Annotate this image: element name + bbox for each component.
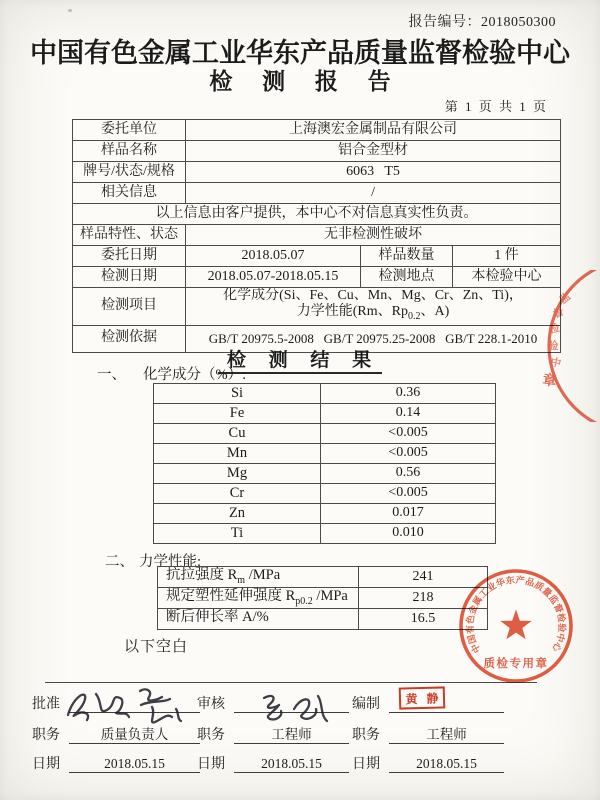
title-label: 职务 [352,728,380,743]
chemical-composition-table [153,383,496,544]
chem-value: 0.017 [321,504,496,524]
compiler-date-row [352,754,504,773]
seal-caption: 质检专用章 [483,658,549,670]
chem-element: Fe [154,404,321,424]
approver-title-value: 质量负责人 [69,726,200,744]
sample-name-label: 样品名称 [73,141,186,162]
chem-value: 0.14 [321,404,496,424]
svg-text:检: 检 [548,322,561,336]
partial-seal-glyphs [548,289,574,370]
related-info-label: 相关信息 [73,183,186,204]
client-label: 委托单位 [73,120,186,141]
mech-label-sub: m [237,574,246,586]
table-row [154,424,496,444]
test-items-line2 [186,304,560,325]
chem-value: <0.005 [321,444,496,464]
report-number-value: 2018050300 [481,15,556,30]
quantity-label: 样品数量 [361,246,453,267]
table-row [73,246,561,267]
table-row [158,567,488,588]
document-subtitle: 检 测 报 告 [209,69,403,94]
test-items-line2-sub: 0.2 [407,310,421,322]
compiler-title-value: 工程师 [389,726,504,744]
seal-star-icon [500,610,531,640]
quantity-value: 1 件 [453,246,561,267]
partial-seal-stamp [537,270,600,422]
compiler-name-stamp: 黄 静 [399,686,446,709]
mechanical-section-label: 力学性能: [139,554,202,570]
svg-text:中: 中 [549,357,562,371]
table-row [73,225,561,246]
mech-property-label [158,609,359,630]
mech-value: 16.5 [359,609,488,630]
reviewer-title-value: 工程师 [234,726,349,744]
report-number-label: 报告编号： [408,15,481,30]
mech-label-post: /MPa [245,567,281,584]
table-row [154,484,496,504]
mechanical-section-number: 二、 [105,554,134,570]
chem-element: Mn [154,444,321,464]
table-row [158,588,488,609]
grade-label: 牌号/状态/规格 [73,162,186,183]
chem-value: 0.56 [321,464,496,484]
mech-value: 241 [359,567,488,588]
chem-value: 0.36 [321,384,496,404]
location-value: 本检验中心 [453,267,561,288]
chem-element: Si [154,384,321,404]
sample-state-label: 样品特性、状态 [73,225,186,246]
page-number-info: 第 1 页 共 1 页 [444,99,548,114]
mech-label-sub: p0.2 [295,595,313,607]
svg-text:验: 验 [548,341,559,352]
table-row [154,444,496,464]
table-row [73,141,561,162]
title-label: 职务 [197,728,225,743]
qc-seal-stamp [449,566,583,690]
date-label: 日期 [197,757,225,772]
test-date-label: 检测日期 [73,267,186,288]
compiler-label: 编制 [352,697,380,712]
table-row [154,504,496,524]
sample-name-value: 铝合金型材 [186,141,561,162]
chem-element: Cu [154,424,321,444]
client-value: 上海澳宏金属制品有限公司 [186,120,561,141]
location-label: 检测地点 [361,267,453,288]
table-row [73,183,561,204]
results-heading-text: 检 测 结 果 [218,350,382,374]
reviewer-date-value: 2018.05.15 [234,755,349,773]
reviewer-label: 审核 [197,697,225,712]
commission-date-value: 2018.05.07 [186,246,361,267]
table-row [73,288,561,326]
report-number [409,11,557,31]
mech-label-pre: 规定塑性延伸强度 R [166,588,296,605]
test-items-line2-post: 、A) [420,304,450,319]
compiler-date-value: 2018.05.15 [389,755,504,773]
sample-info-table [72,119,561,353]
commission-date-label: 委托日期 [73,246,186,267]
chem-value: <0.005 [321,484,496,504]
test-date-value: 2018.05.07-2018.05.15 [186,267,361,288]
mech-property-label [158,567,359,588]
date-label: 日期 [352,757,380,772]
table-row [73,162,561,183]
mech-value: 218 [359,588,488,609]
approver-handwritten-signature [60,684,190,728]
table-row [154,384,496,404]
table-row [158,609,488,630]
svg-text:监: 监 [558,291,574,307]
sample-state-value: 无非检测性破坏 [186,225,561,246]
test-items-line2-pre: 力学性能(Rm、Rp [296,304,408,319]
grade-value: 6063 T5 [186,162,561,183]
test-basis-label: 检测依据 [73,325,186,352]
table-row [154,464,496,484]
chemical-section-title [97,363,246,384]
chem-value: <0.005 [321,424,496,444]
seal-ring-text: 中国有色金属工业华东产品质量监督检验中心 [464,574,568,655]
mech-label-post: /MPa [312,588,348,605]
title-label: 职务 [32,728,60,743]
approver-date-row [32,754,200,773]
table-row [73,267,561,288]
scan-artifact-dot [68,9,72,12]
mech-label-pre: 断后伸长率 A/% [166,609,269,626]
chem-element: Mg [154,464,321,484]
compiler-title-row [352,725,504,744]
below-blank-note: 以下空白 [124,639,189,655]
test-basis-value: GB/T 20975.5-2008 GB/T 20975.25-2008 GB/T 228.1-2010 [186,325,561,352]
mech-property-label [158,588,359,609]
document-title: 中国有色金属工业华东产品质量监督检验中心 [30,38,570,68]
chem-element: Ti [154,524,321,544]
test-items-value [186,288,561,326]
mech-label-pre: 抗拉强度 R [166,567,238,584]
table-row [154,524,496,544]
table-row [154,404,496,424]
reviewer-date-row [197,754,349,773]
chem-element: Zn [154,504,321,524]
chemical-section-label: 化学成分（%）: [143,367,247,383]
related-info-value: / [186,183,561,204]
disclaimer-note: 以上信息由客户提供，本中心不对信息真实性负责。 [73,204,561,225]
table-row [73,204,561,225]
mechanical-properties-table [157,566,488,630]
chem-element: Cr [154,484,321,504]
test-items-line1: 化学成分(Si、Fe、Cu、Mn、Mg、Cr、Zn、Ti)， [223,288,523,303]
reviewer-handwritten-signature [252,688,338,728]
svg-text:督: 督 [551,306,566,321]
results-heading [0,345,600,372]
approver-date-value: 2018.05.15 [69,755,200,773]
approver-label: 批准 [32,697,60,712]
partial-seal-char: 章 [541,373,558,390]
table-row [73,120,561,141]
test-items-label: 检测项目 [73,288,186,326]
chemical-section-number: 一、 [97,367,126,383]
date-label: 日期 [32,757,60,772]
chem-value: 0.010 [321,524,496,544]
